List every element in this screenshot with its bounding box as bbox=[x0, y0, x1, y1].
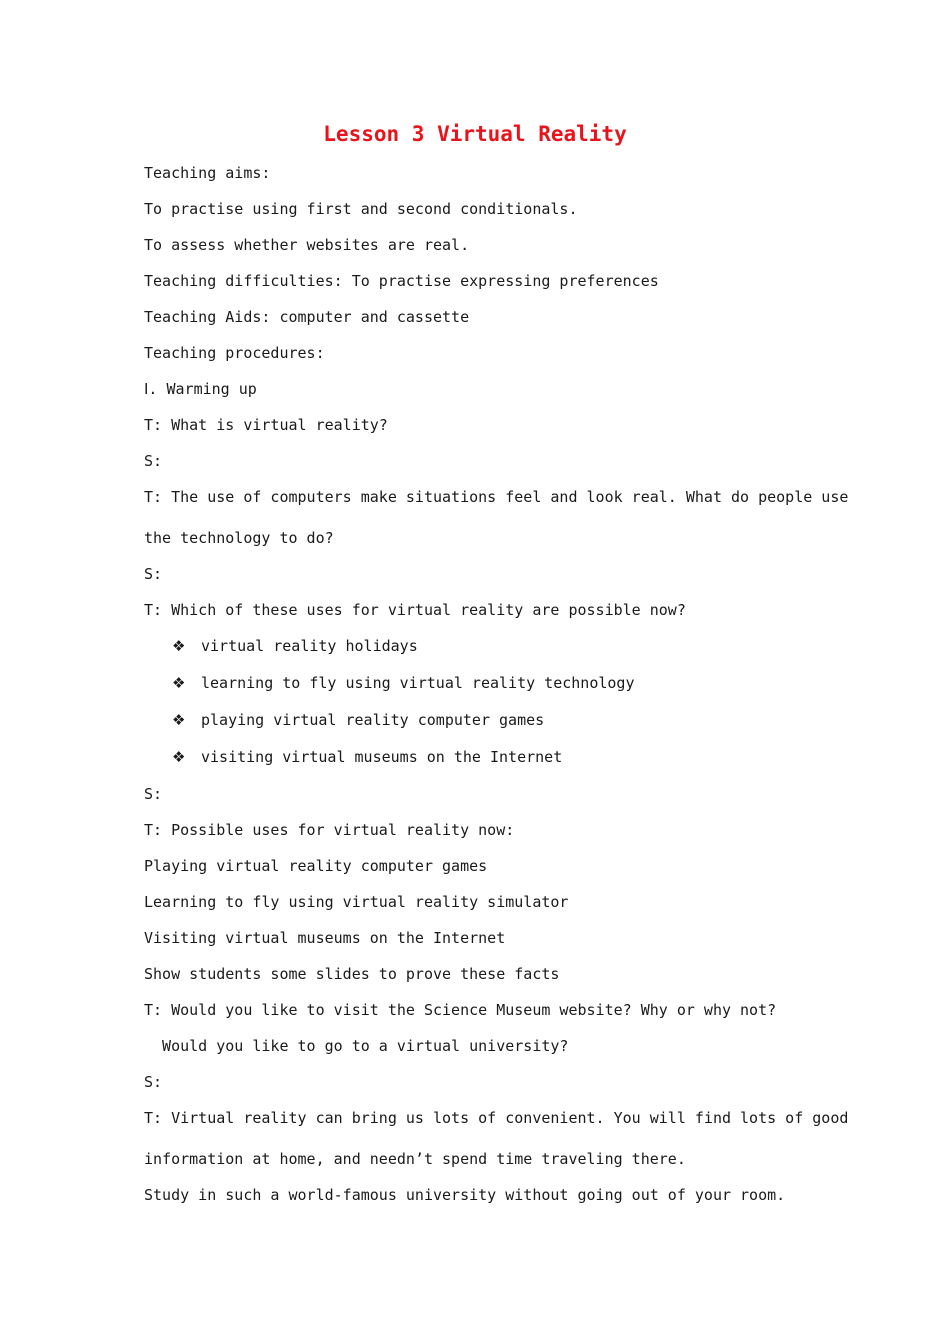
section-heading: Ⅰ. Warming up bbox=[144, 380, 257, 398]
text-line: Teaching aims: bbox=[144, 164, 271, 182]
diamond-bullet-icon: ❖ bbox=[172, 748, 186, 766]
bullet-item: visiting virtual museums on the Internet bbox=[201, 748, 563, 766]
bullet-item: learning to fly using virtual reality technology bbox=[201, 674, 635, 692]
text-line: S: bbox=[144, 785, 163, 803]
text-line: T: Which of these uses for virtual reality are possible now? bbox=[144, 601, 686, 619]
page-title: Lesson 3 Virtual Reality bbox=[323, 122, 627, 146]
text-line: T: Virtual reality can bring us lots of convenient. You will find lots of good bbox=[144, 1109, 849, 1127]
text-line: T: Possible uses for virtual reality now: bbox=[144, 821, 515, 839]
text-line: the technology to do? bbox=[144, 529, 334, 547]
diamond-bullet-icon: ❖ bbox=[172, 674, 186, 692]
text-line: To assess whether websites are real. bbox=[144, 236, 470, 254]
text-line: S: bbox=[144, 1073, 163, 1091]
diamond-bullet-icon: ❖ bbox=[172, 637, 186, 655]
text-line: Teaching procedures: bbox=[144, 344, 325, 362]
text-line: Teaching Aids: computer and cassette bbox=[144, 308, 470, 326]
text-line: Show students some slides to prove these facts bbox=[144, 965, 560, 983]
text-line: Would you like to go to a virtual university? bbox=[144, 1037, 569, 1055]
text-line: Visiting virtual museums on the Internet bbox=[144, 929, 506, 947]
diamond-bullet-icon: ❖ bbox=[172, 711, 186, 729]
text-line: T: The use of computers make situations feel and look real. What do people use bbox=[144, 488, 849, 506]
text-line: Playing virtual reality computer games bbox=[144, 857, 488, 875]
bullet-item: virtual reality holidays bbox=[201, 637, 418, 655]
text-line: Teaching difficulties: To practise expressing preferences bbox=[144, 272, 659, 290]
text-line: S: bbox=[144, 565, 163, 583]
bullet-item: playing virtual reality computer games bbox=[201, 711, 545, 729]
text-line: Study in such a world-famous university without going out of your room. bbox=[144, 1186, 786, 1204]
text-line: S: bbox=[144, 452, 163, 470]
text-line: Learning to fly using virtual reality simulator bbox=[144, 893, 569, 911]
text-line: T: Would you like to visit the Science Museum website? Why or why not? bbox=[144, 1001, 777, 1019]
text-line: information at home, and needn’t spend time traveling there. bbox=[144, 1150, 686, 1168]
text-line: T: What is virtual reality? bbox=[144, 416, 388, 434]
text-line: To practise using first and second conditionals. bbox=[144, 200, 578, 218]
